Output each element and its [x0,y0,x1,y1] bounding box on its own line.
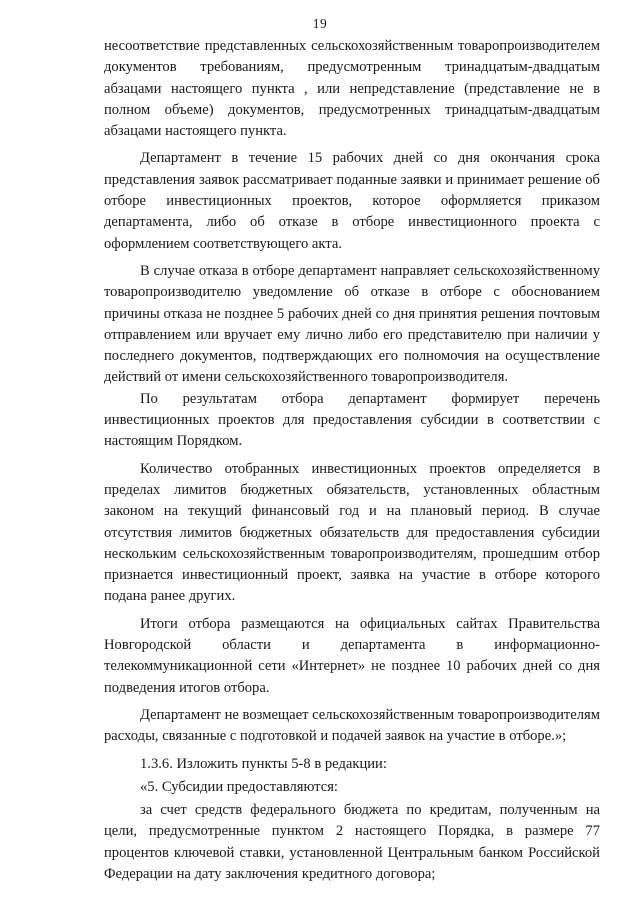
document-body [104,36,600,891]
paragraph-rejection-grounds: несоответствие представленных сельскохозяйственным товаропроизводителем документов требованиям, предусмотренным тринадцатым-двадцатым абзацами настоящего пункта , или непредставление (представление не в полном объеме) документов, предусмотренных тринадцатым-двадцатым абзацами настоящего пункта. [104,38,600,140]
paragraph-results-publication: Итоги отбора размещаются на официальных сайтах Правительства Новгородской области и департамента в информационно-телекоммуникационной сети «Интернет» не позднее 10 рабочих дней со дня подведения итогов отбора. [104,615,600,696]
paragraph-project-count: Количество отобранных инвестиционных проектов определяется в пределах лимитов бюджетных обязательств, установленных областным законом на текущий финансовый год и на плановый период. В случае отсутствия лимитов бюджетных обязательств для предоставления субсидии нескольким сельскохозяйственным товаропроизводителям, прошедшим отбор признается инвестиционный проект, заявка на участие в отборе которого подана ранее других. [104,460,600,605]
paragraph-refusal-notice: В случае отказа в отборе департамент направляет сельскохозяйственному товаропроизводителю уведомление об отказе в отборе с обоснованием причины отказа не позднее 5 рабочих дней со дня принятия решения почтовым отправлением или вручает ему лично либо его представителю при наличии у последнего документов, подтверждающих его полномочия на осуществление действий от имени сельскохозяйственного товаропроизводителя. [104,262,600,386]
paragraph-review-deadline: Департамент в течение 15 рабочих дней со дня окончания срока представления заявок рассматривает поданные заявки и принимает решение об отборе инвестиционных проектов, которое оформляется приказом департамента, либо об отказе в отборе инвестиционного проекта с оформлением соответствующего акта. [104,150,600,252]
page-number: 19 [312,16,328,31]
paragraph-subsidy-heading: «5. Субсидии предоставляются: [140,778,338,795]
paragraph-project-list: По результатам отбора департамент формирует перечень инвестиционных проектов для предоставления субсидии в соответствии с настоящим Порядком. [104,390,600,450]
paragraph-amendment-clause: 1.3.6. Изложить пункты 5-8 в редакции: [140,755,387,772]
paragraph-federal-budget-rate: за счет средств федерального бюджета по кредитам, полученным на цели, предусмотренные пунктом 2 настоящего Порядка, в размере 77 процентов ключевой ставки, установленной Центральным банком Российской Федерации на дату заключения кредитного договора; [104,802,600,882]
paragraph-costs-not-reimbursed: Департамент не возмещает сельскохозяйственным товаропроизводителям расходы, связанные с подготовкой и подачей заявок на участие в отборе.»; [104,706,600,745]
